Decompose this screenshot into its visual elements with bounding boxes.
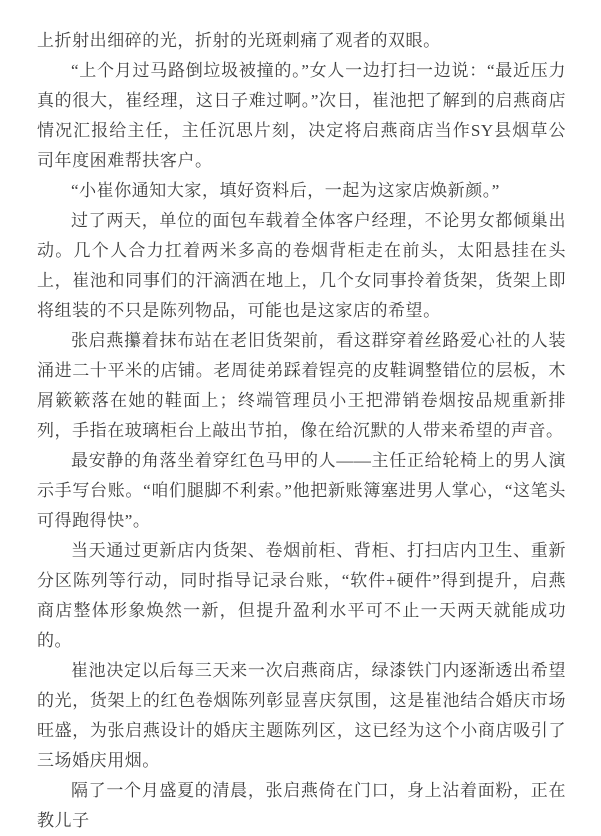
paragraph: “上个月过马路倒垃圾被撞的。”女人一边打扫一边说：“最近压力真的很大，崔经理，这日子难过啊。”次日，崔池把了解到的启燕商店情况汇报给主任，主任沉思片刻，决定将启燕商店当作SY县烟草公司年度困难帮扶客户。 — [37, 61, 566, 170]
paragraph: “小崔你通知大家，填好资料后，一起为这家店焕新颜。” — [71, 181, 500, 200]
paragraph: 张启燕攥着抹布站在老旧货架前，看这群穿着丝路爱心社的人装涌进二十平米的店铺。老周徒弟踩着锃亮的皮鞋调整错位的层板，木屑簌簌落在她的鞋面上；终端管理员小王把滞销卷烟按品规重新排列，手指在玻璃柜台上敲出节拍，像在给沉默的人带来希望的声音。 — [37, 331, 566, 440]
paragraph: 上折射出细碎的光，折射的光斑刺痛了观者的双眼。 — [37, 31, 441, 50]
paragraph: 最安静的角落坐着穿红色马甲的人——主任正给轮椅上的男人演示手写台账。“咱们腿脚不利索。”他把新账簿塞进男人掌心，“这笔头可得跑得快”。 — [37, 451, 566, 530]
document-body — [37, 26, 566, 836]
paragraph: 崔池决定以后每三天来一次启燕商店，绿漆铁门内逐渐透出希望的光，货架上的红色卷烟陈列彰显喜庆氛围，这是崔池结合婚庆市场旺盛，为张启燕设计的婚庆主题陈列区，这已经为这个小商店吸引了三场婚庆用烟。 — [37, 661, 566, 770]
paragraph: 当天通过更新店内货架、卷烟前柜、背柜、打扫店内卫生、重新分区陈列等行动，同时指导记录台账，“软件+硬件”得到提升，启燕商店整体形象焕然一新，但提升盈利水平可不止一天两天就能成功的。 — [37, 541, 566, 650]
paragraph: 隔了一个月盛夏的清晨，张启燕倚在门口，身上沾着面粉，正在教儿子 — [37, 781, 566, 830]
paragraph: 过了两天，单位的面包车载着全体客户经理，不论男女都倾巢出动。几个人合力扛着两米多高的卷烟背柜走在前头，太阳悬挂在头上，崔池和同事们的汗滴洒在地上，几个女同事拎着货架，货架上即将组装的不只是陈列物品，可能也是这家店的希望。 — [37, 211, 566, 320]
